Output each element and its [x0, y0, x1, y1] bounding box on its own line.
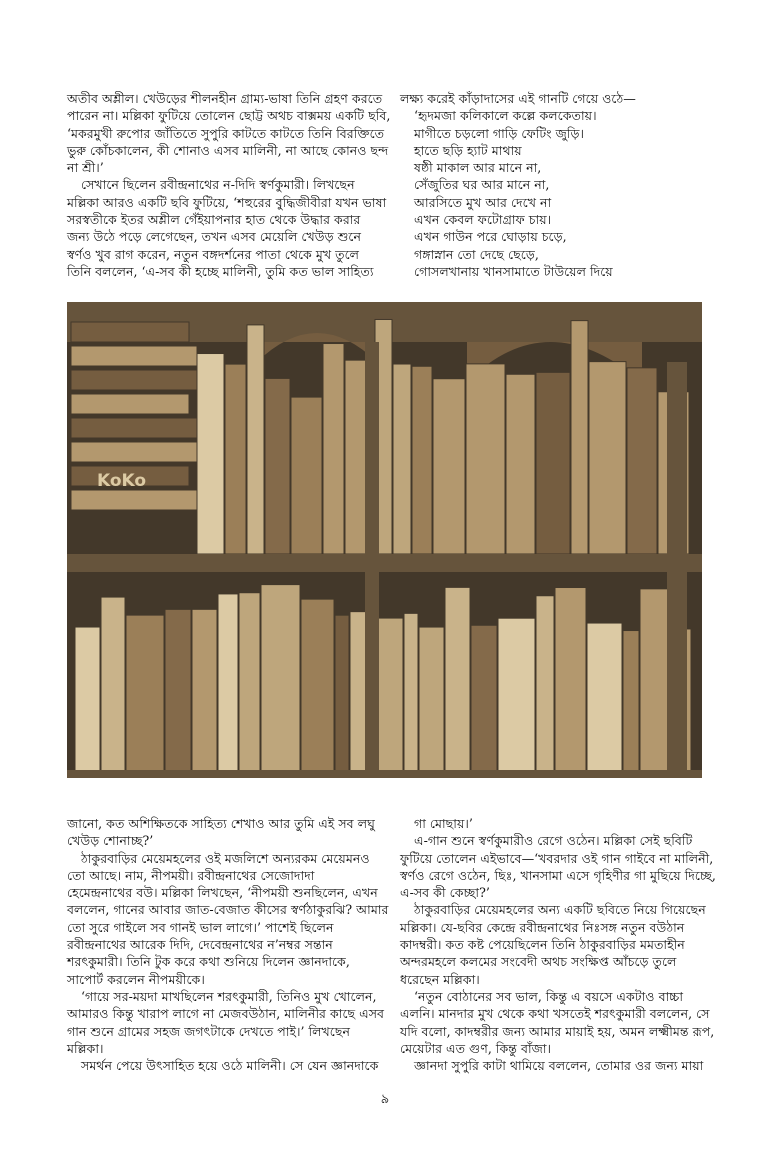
text-line: জ্ঞানদা সুপুরি কাটা থামিয়ে বললেন, তোমার ওর জন্য মায়া — [414, 1058, 704, 1074]
text-line: ঠাকুরবাড়ির মেয়েমহলের অন্য একটি ছবিতে নিয়ে গিয়েছেন — [414, 902, 706, 918]
text-line: এলনি। মানদার মুখ থেকে কথা খসতেই শরৎকুমারী বললেন, সে — [400, 1006, 710, 1022]
column-bottom-right — [400, 815, 716, 1074]
text-line: সাপোর্ট করলেন নীপময়ীকে। — [67, 971, 205, 987]
text-line: সেখানে ছিলেন রবীন্দ্রনাথের ন-দিদি স্বর্ণকুমারী। লিখছেন — [81, 177, 355, 193]
text-line: সরস্বতীকে ইতর অশ্লীল গেঁইয়াপনার হাত থেকে উদ্ধার করার — [67, 212, 361, 228]
text-line: গঙ্গাস্নান তো দেছে ছেড়ে, — [414, 246, 539, 262]
text-line: রবীন্দ্রনাথের আরেক দিদি, দেবেন্দ্রনাথের ন’নম্বর সন্তান — [67, 937, 333, 953]
page-number: ৯ — [380, 1092, 390, 1107]
text-line: ঠাকুরবাড়ির মেয়েমহলের ওই মজলিশে অন্যরকম মেয়েমনও — [81, 850, 370, 866]
text-line: ‘হৃদমজা কলিকালে কল্লে কলকেতায়। — [414, 108, 597, 124]
text-line: ভুরু কোঁচকালেন, কী শোনাও এসব মালিনী, না আছে কোনও ছন্দ — [67, 142, 389, 158]
column-top-left — [67, 90, 390, 280]
text-line: আমারও কিন্তু খারাপ লাগে না মেজবউঠান, মালিনীর কাছে এসব — [67, 1006, 385, 1022]
column-top-right — [400, 90, 636, 280]
text-line: এখন গাউন পরে ঘোড়ায় চড়ে, — [414, 229, 567, 245]
text-line: পারেন না। মল্লিকা ফুটিয়ে তোলেন ছোট্ট অথচ বাক্সময় একটি ছবি, — [67, 108, 391, 124]
text-line: জানো, কত অশিক্ষিতকে সাহিত্য শেখাও আর তুমি এই সব লঘু — [67, 816, 375, 831]
text-line: যদি বলো, কাদম্বরীর জন্য আমার মায়াই হয়, অমন লক্ষ্মীমন্ত রূপ, — [400, 1023, 715, 1039]
text-line: মল্লিকা। যে-ছবির কেন্দ্রে রবীন্দ্রনাথের নিঃসঙ্গ নতুন বউঠান — [400, 919, 685, 935]
text-line: তো সুরে গাইলে সব গানই ভাল লাগে।’ পাশেই ছিলেন — [67, 919, 334, 935]
text-line: অন্দরমহলে কলমের সংবেদী অথচ সংক্ষিপ্ত আঁচড়ে তুলে — [400, 954, 677, 970]
text-line: স্বর্ণও খুব রাগ করেন, নতুন বঙ্গদর্শনের পাতা থেকে মুখ তুলে — [67, 246, 360, 262]
text-line: মল্লিকা আরও একটি ছবি ফুটিয়ে, ‘শহুরের বুদ্ধিজীবীরা যখন ভাষা — [67, 194, 387, 210]
text-line: ধরেছেন মল্লিকা। — [400, 971, 480, 987]
text-line: অতীব অশ্লীল। খেউড়ের শীলনহীন গ্রাম্য-ভাষা তিনি গ্রহণ করতে — [67, 91, 383, 106]
text-line: জন্য উঠে পড়ে লেগেছেন, তখন এসব মেয়েলি খেউড় শুনে — [67, 229, 361, 245]
text-line: তো আছে। নাম, নীপময়ী। রবীন্দ্রনাথের সেজোদাদা — [67, 867, 315, 883]
text-line: কাদম্বরী। কত কষ্ট পেয়েছিলেন তিনি ঠাকুরবাড়ির মমতাহীন — [400, 937, 685, 953]
book-title-koko: KoKo — [97, 471, 147, 491]
column-bottom-left — [67, 815, 388, 1074]
text-line: না শ্রী।’ — [67, 160, 104, 176]
text-line: স্বর্ণও রেগে ওঠেন, ছিঃ, খানসামা এসে গৃহিণীর গা মুছিয়ে দিচ্ছে, — [400, 867, 716, 883]
text-line: হেমেন্দ্রনাথের বউ। মল্লিকা লিখছেন, ‘নীপময়ী শুনছিলেন, এখন — [67, 885, 378, 901]
text-line: ষষ্ঠী মাকাল আর মানে না, — [414, 160, 542, 176]
text-line: খেউড় শোনাচ্ছ?’ — [67, 833, 154, 849]
sepia-overlay — [67, 302, 702, 778]
text-line: মেয়েটার এত গুণ, কিন্তু বাঁজা। — [400, 1040, 552, 1056]
text-line: লক্ষ্য করেই কাঁড়াদাসের এই গানটি গেয়ে ওঠে— — [400, 91, 636, 106]
text-line: হাতে ছড়ি হ্যাট মাথায় — [414, 142, 522, 158]
text-line: বললেন, গানের আবার জাত-বেজাত কীসের স্বর্ণঠাকুরঝি? আমার — [67, 902, 389, 918]
bookshelf-photo — [67, 302, 702, 778]
text-line: শরৎকুমারী। তিনি টুক করে কথা শুনিয়ে দিলেন জ্ঞানদাকে, — [67, 954, 350, 970]
text-line: সমর্থন পেয়ে উৎসাহিত হয়ে ওঠে মালিনী। সে যেন জ্ঞানদাকে — [81, 1058, 379, 1074]
text-line: গান শুনে গ্রামের সহজ জগৎটাকে দেখতে পাই।’ লিখছেন — [67, 1023, 350, 1039]
text-line: তিনি বললেন, ‘এ-সব কী হচ্ছে মালিনী, তুমি কত ভাল সাহিত্য — [67, 263, 374, 279]
text-line: গা মোছায়।’ — [414, 816, 473, 831]
text-line: গোসলখানায় খানসামাতে টাউয়েল দিয়ে — [414, 263, 613, 279]
text-line: এখন কেবল ফটোগ্রাফ চায়। — [414, 212, 552, 228]
text-line: এ-গান শুনে স্বর্ণকুমারীও রেগে ওঠেন। মল্লিকা সেই ছবিটি — [414, 833, 693, 849]
text-line: ফুটিয়ে তোলেন এইভাবে—‘খবরদার ওই গান গাইবে না মালিনী, — [400, 850, 714, 866]
text-line: ‘নতুন বোঠানের সব ভাল, কিন্তু এ বয়সে একটাও বাচ্চা — [414, 988, 683, 1004]
text-line: সেঁজুতির ঘর আর মানে না, — [414, 177, 550, 193]
text-line: ‘গায়ে সর-ময়দা মাখছিলেন শরৎকুমারী, তিনিও মুখ খোলেন, — [81, 988, 377, 1004]
text-line: মাগীতে চড়লো গাড়ি ফেটিং জুড়ি। — [414, 125, 584, 141]
text-line: এ-সব কী কেচ্ছা?’ — [400, 885, 490, 901]
text-line: মল্লিকা। — [67, 1040, 104, 1056]
text-line: আরসিতে মুখ আর দেখে না — [414, 194, 552, 210]
text-line: ‘মকরমুখী রুপোর জাঁতিতে সুপুরি কাটতে কাটতে তিনি বিরক্তিতে — [67, 125, 385, 141]
